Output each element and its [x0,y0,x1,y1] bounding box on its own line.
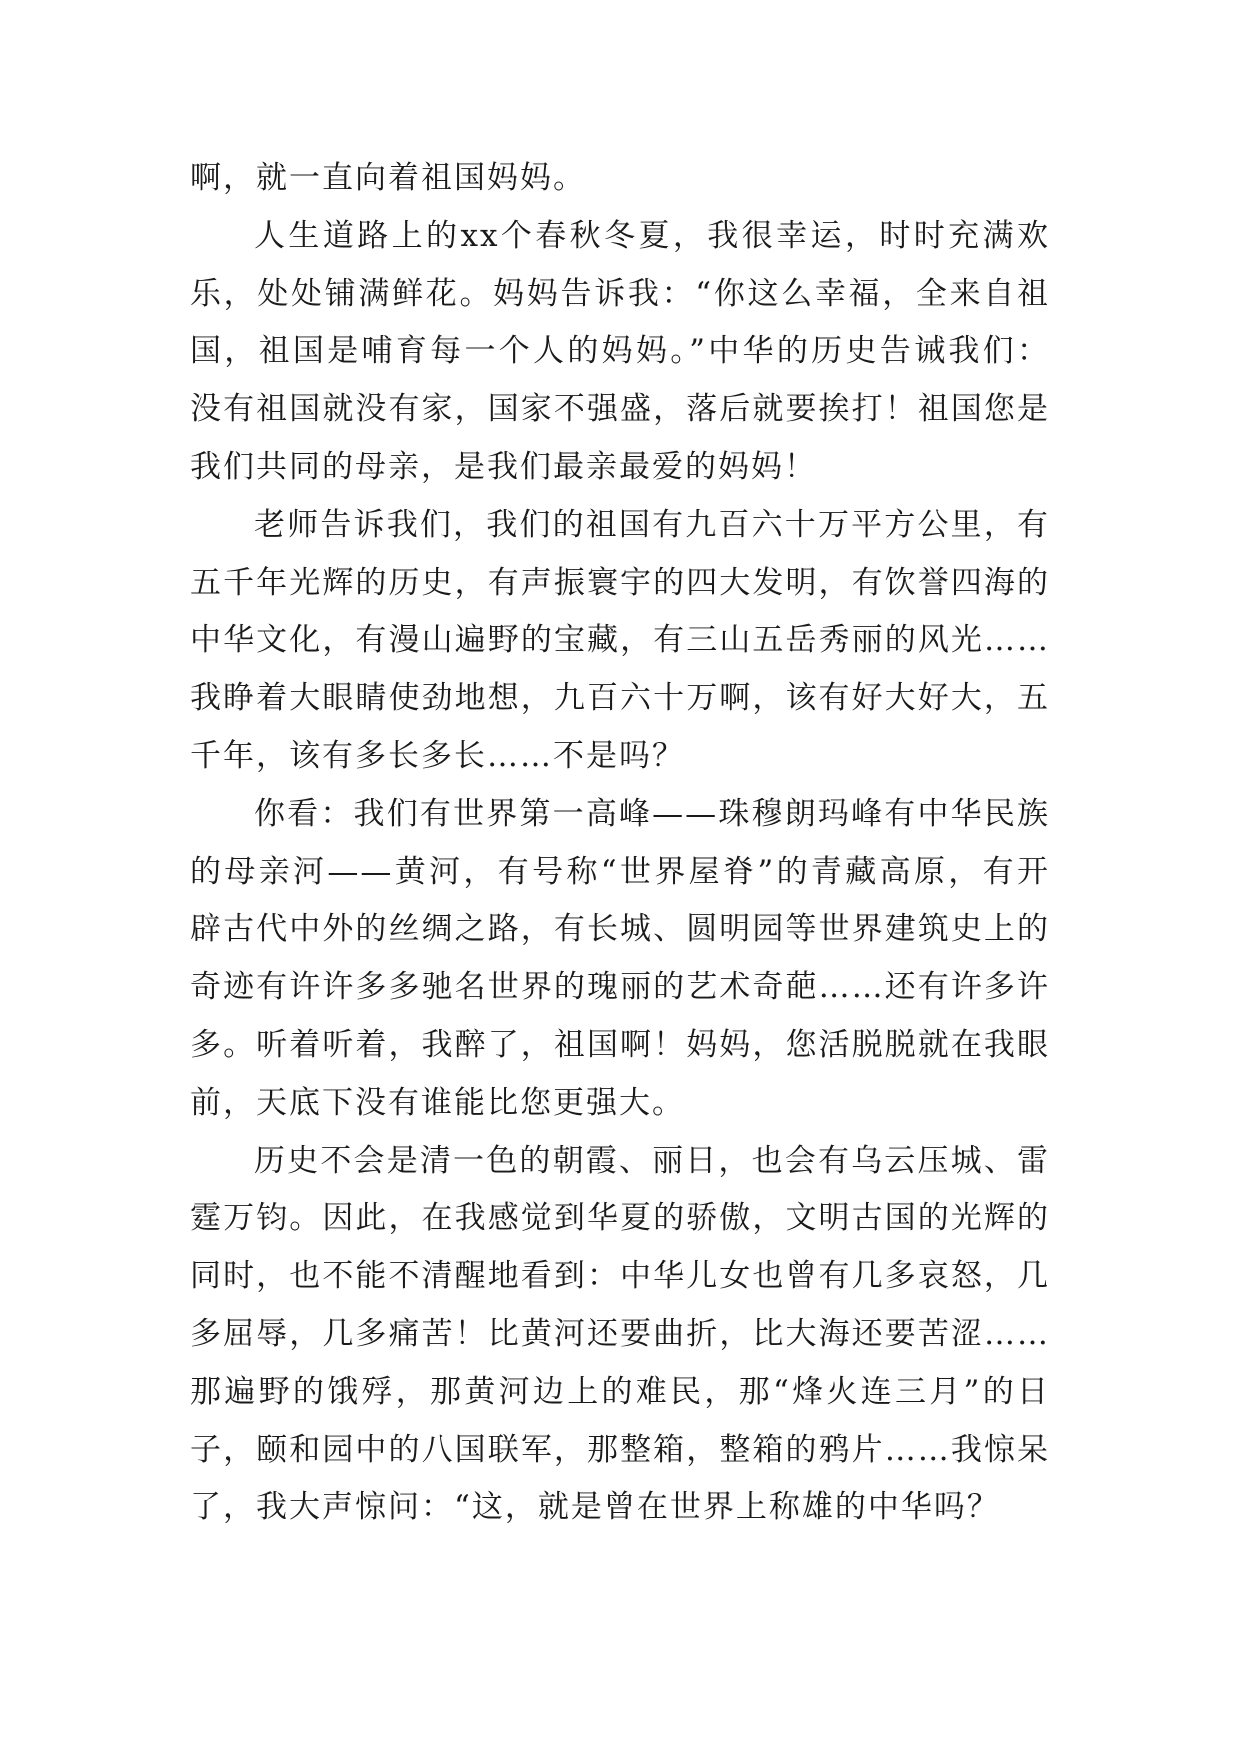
paragraph: 历史不会是清一色的朝霞、丽日，也会有乌云压城、雷霆万钧。因此，在我感觉到华夏的骄傲，文明古国的光辉的同时，也不能不清醒地看到：中华儿女也曾有几多哀怒，几多屈辱，几多痛苦！比黄河还要曲折，比大海还要苦涩……那遍野的饿殍，那黄河边上的难民，那“烽火连三月”的日子，颐和园中的八国联军，那整箱，整箱的鸦片……我惊呆了，我大声惊问：“这，就是曾在世界上称雄的中华吗？ [190,1142,1050,1526]
paragraph-continuation: 啊，就一直向着祖国妈妈。 [190,160,586,196]
paragraph: 老师告诉我们，我们的祖国有九百六十万平方公里，有五千年光辉的历史，有声振寰宇的四大发明，有饮誉四海的中华文化，有漫山遍野的宝藏，有三山五岳秀丽的风光……我睁着大眼睛使劲地想，九百六十万啊，该有好大好大，五千年，该有多长多长……不是吗？ [190,506,1050,774]
paragraph: 人生道路上的xx个春秋冬夏，我很幸运，时时充满欢乐，处处铺满鲜花。妈妈告诉我：“你这么幸福，全来自祖国，祖国是哺育每一个人的妈妈。”中华的历史告诫我们：没有祖国就没有家，国家不强盛，落后就要挨打！祖国您是我们共同的母亲，是我们最亲最爱的妈妈！ [190,217,1050,485]
paragraph: 你看：我们有世界第一高峰——珠穆朗玛峰有中华民族的母亲河——黄河，有号称“世界屋脊”的青藏高原，有开辟古代中外的丝绸之路，有长城、圆明园等世界建筑史上的奇迹有许许多多驰名世界的瑰丽的艺术奇葩……还有许多许多。听着听着，我醉了，祖国啊！妈妈，您活脱脱就在我眼前，天底下没有谁能比您更强大。 [190,795,1050,1121]
document-body [190,150,1050,1537]
